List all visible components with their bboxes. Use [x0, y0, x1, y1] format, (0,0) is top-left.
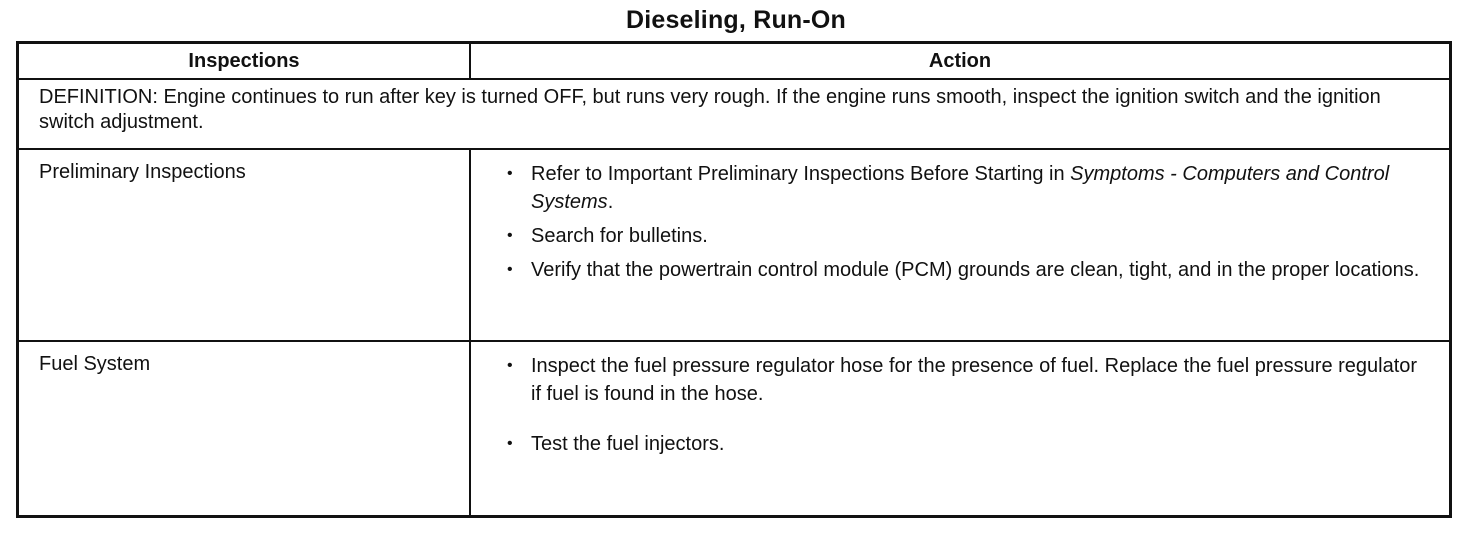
action-list — [507, 160, 1429, 290]
action-item — [507, 352, 1429, 408]
reference-title: Symptoms - Computers and Control Systems — [531, 163, 1390, 213]
inspection-label: Preliminary Inspections — [39, 161, 246, 183]
action-item — [507, 222, 1429, 250]
bullet-icon: • — [507, 261, 513, 278]
definition-row — [19, 80, 1449, 150]
table-header-row — [19, 44, 1449, 80]
bullet-icon: • — [507, 435, 513, 452]
action-text: Refer to Important Preliminary Inspections Before Starting in — [531, 163, 1071, 185]
page-title: Dieseling, Run-On — [625, 6, 847, 34]
bullet-icon: • — [507, 165, 513, 182]
definition-text: DEFINITION: Engine continues to run after key is turned OFF, but runs very rough. If the engine runs smooth, inspect the ignition switch and the ignition switch adjustment. — [39, 86, 1381, 133]
action-item — [507, 160, 1429, 216]
action-text: Test the fuel injectors. — [531, 433, 725, 455]
diagnostic-table — [16, 41, 1452, 518]
column-divider — [469, 342, 471, 515]
header-inspections: Inspections — [188, 50, 300, 72]
action-text: Search for bulletins. — [531, 225, 708, 247]
bullet-icon: • — [507, 357, 513, 374]
column-divider — [469, 150, 471, 340]
action-item — [507, 256, 1429, 284]
header-action: Action — [928, 50, 992, 72]
action-suffix: . — [607, 191, 614, 213]
inspection-label: Fuel System — [39, 353, 151, 375]
action-text: Verify that the powertrain control module (PCM) grounds are clean, tight, and in the proper locations. — [531, 259, 1420, 281]
table-row — [19, 150, 1449, 342]
action-list — [507, 352, 1429, 464]
action-text: Inspect the fuel pressure regulator hose for the presence of fuel. Replace the fuel pressure regulator if fuel is found in the hose. — [531, 355, 1418, 405]
table-row — [19, 342, 1449, 515]
bullet-icon: • — [507, 227, 513, 244]
action-item — [507, 430, 1429, 458]
